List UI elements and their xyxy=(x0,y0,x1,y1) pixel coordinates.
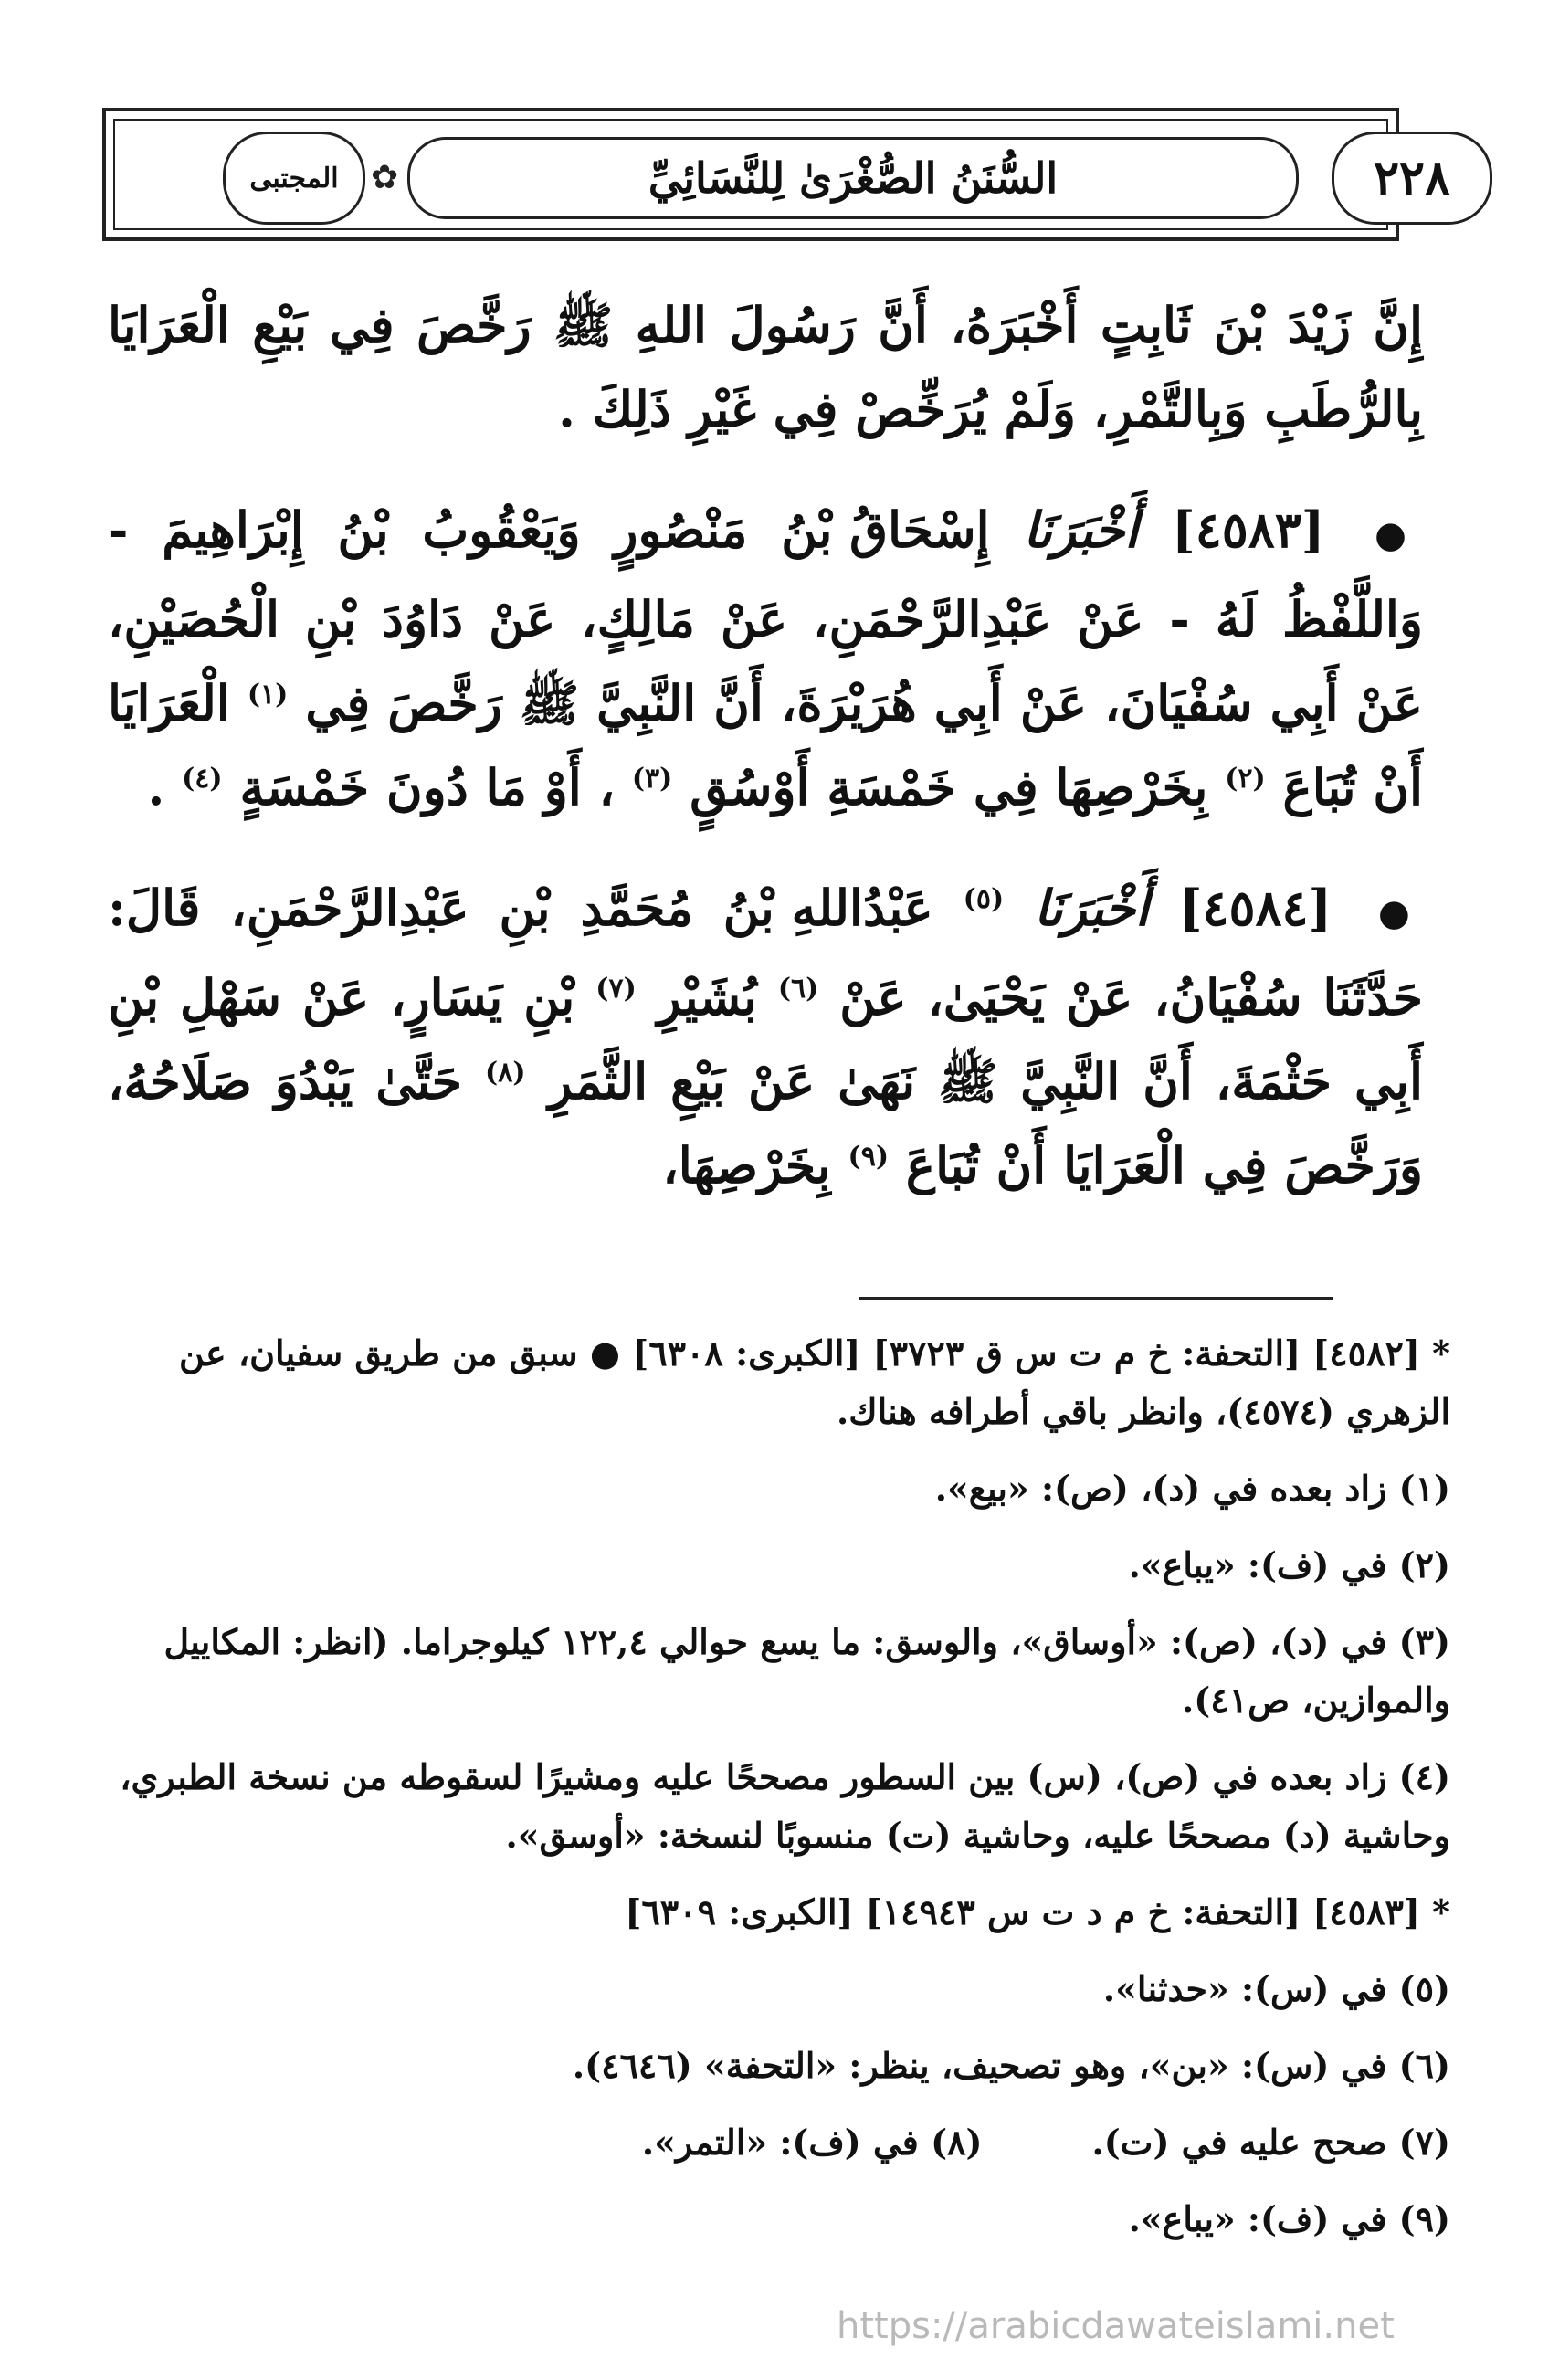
footnote: (٩) في (ف): «يباع». xyxy=(1128,2198,1450,2239)
footnote: (٨) في (ف): «التمر». xyxy=(641,2122,983,2163)
hadith-text: بِخَرْصِهَا، xyxy=(662,1136,831,1195)
hadith-4583 xyxy=(108,488,1423,829)
footnote-ref: (٣) xyxy=(631,763,673,795)
hadith-text: بْنِ يَسَارٍ، عَنْ سَهْلِ بْنِ أَبِي حَثْمَةَ، أَنَّ النَّبِيَّ ﷺ نَهَىٰ عَنْ بَيْعِ الثَّمَرِ xyxy=(108,968,1423,1111)
footnote: (٣) في (د)، (ص): «أوساق»، والوسق: ما يسع حوالي ١٢٢,٤ كيلوجراما. (انظر: المكاييل والموازين، ص٤١). xyxy=(163,1621,1450,1721)
hadith-opening: أَخْبَرَنَا xyxy=(1034,879,1150,937)
footnote: (٢) في (ف): «يباع». xyxy=(1128,1544,1450,1585)
hadith-text: بِخَرْصِهَا فِي خَمْسَةِ أَوْسُقٍ xyxy=(690,758,1208,816)
footnotes xyxy=(108,1324,1450,2267)
takhrij-note: * [٤٥٨٢] [التحفة: خ م ت س ق ٣٧٢٣] [الكبرى: ٦٣٠٨] ● سبق من طريق سفيان، عن الزهري (٤٥٧٤)، وانظر باقي أطرافه هناك. xyxy=(179,1332,1450,1432)
hadith-text: إِسْحَاقُ بْنُ مَنْصُورٍ وَيَعْقُوبُ بْنُ إِبْرَاهِيمَ - وَاللَّفْظُ لَهُ - عَنْ عَبْدِالرَّحْمَنِ، عَنْ مَالِكٍ، عَنْ دَاوُدَ بْنِ الْحُصَيْنِ، عَنْ أَبِي سُفْيَانَ، عَنْ أَبِي هُرَيْرَةَ، أَنَّ النَّبِيَّ ﷺ رَخَّصَ فِي xyxy=(108,500,1423,732)
bullet-icon: ● xyxy=(1375,513,1423,556)
footnote-divider xyxy=(859,1297,1333,1300)
hadith-number: [٤٥٨٤] xyxy=(1178,879,1333,937)
footnote: (٦) في (س): «بن»، وهو تصحيف، ينظر: «التحفة» (٤٦٤٦). xyxy=(572,2045,1450,2086)
main-text xyxy=(108,283,1423,1244)
hadith-text: ، أَوْ مَا دُونَ خَمْسَةٍ xyxy=(239,758,616,816)
hadith-text: . xyxy=(147,758,165,816)
footnote-ref: (٩) xyxy=(848,1141,890,1173)
footnote-row xyxy=(108,2113,1450,2172)
book-logo: المجتبى xyxy=(223,132,365,225)
hadith-4584 xyxy=(108,866,1423,1207)
footnote-ref: (٦) xyxy=(777,973,819,1005)
ornament-icon: ✿ xyxy=(371,159,399,196)
bullet-icon: ● xyxy=(1377,891,1423,934)
footnote-ref: (٤) xyxy=(182,763,223,795)
footnote: (٧) صحح عليه في (ت). xyxy=(1091,2122,1450,2163)
footnote: (٤) زاد بعده في (ص)، (س) بين السطور مصححًا عليه ومشيرًا لسقوطه من نسخة الطبري، وحاشية (د) مصححًا عليه، وحاشية (ت) منسوبًا لنسخة: «أوسق». xyxy=(120,1756,1450,1856)
hadith-text: الْعَرَايَا أَنْ تُبَاعَ xyxy=(108,674,1423,816)
hadith-opening: أَخْبَرَنَا xyxy=(1023,500,1139,559)
footnote: (٥) في (س): «حدثنا». xyxy=(1102,1968,1450,2009)
takhrij-note: * [٤٥٨٣] [التحفة: خ م د ت س ١٤٩٤٣] [الكبرى: ٦٣٠٩] xyxy=(625,1891,1450,1932)
footnote-ref: (٢) xyxy=(1225,763,1266,795)
hadith-number: [٤٥٨٣] xyxy=(1172,500,1325,559)
watermark-url: https://arabicdawateislami.net xyxy=(837,2305,1395,2347)
footnote-ref: (٥) xyxy=(963,883,1005,915)
footnote: (١) زاد بعده في (د)، (ص): «بيع». xyxy=(934,1468,1450,1509)
hadith-text: حَتَّىٰ يَبْدُوَ صَلَاحُهُ، وَرَخَّصَ فِي الْعَرَايَا أَنْ تُبَاعَ xyxy=(108,1052,1423,1195)
page-number: ٢٢٨ xyxy=(1332,132,1492,225)
footnote-ref: (٧) xyxy=(595,973,637,1005)
page-header xyxy=(102,108,1450,241)
hadith-text: بُشَيْرِ xyxy=(657,968,757,1027)
footnote-ref: (١) xyxy=(247,679,289,711)
hadith-text: عَبْدُاللهِ بْنُ مُحَمَّدِ بْنِ عَبْدِالرَّحْمَنِ، قَالَ: حَدَّثَنَا سُفْيَانُ، عَنْ يَحْيَىٰ، عَنْ xyxy=(108,879,1423,1027)
paragraph: إِنَّ زَيْدَ بْنَ ثَابِتٍ أَخْبَرَهُ، أَنَّ رَسُولَ اللهِ ﷺ رَخَّصَ فِي بَيْعِ الْعَرَايَا بِالرُّطَبِ وَبِالتَّمْرِ، وَلَمْ يُرَخِّصْ فِي غَيْرِ ذَلِكَ . xyxy=(108,296,1423,438)
footnote-ref: (٨) xyxy=(484,1057,526,1089)
book-title: السُّنَنُ الصُّغْرَىٰ لِلنَّسَائِيِّ xyxy=(407,137,1299,219)
